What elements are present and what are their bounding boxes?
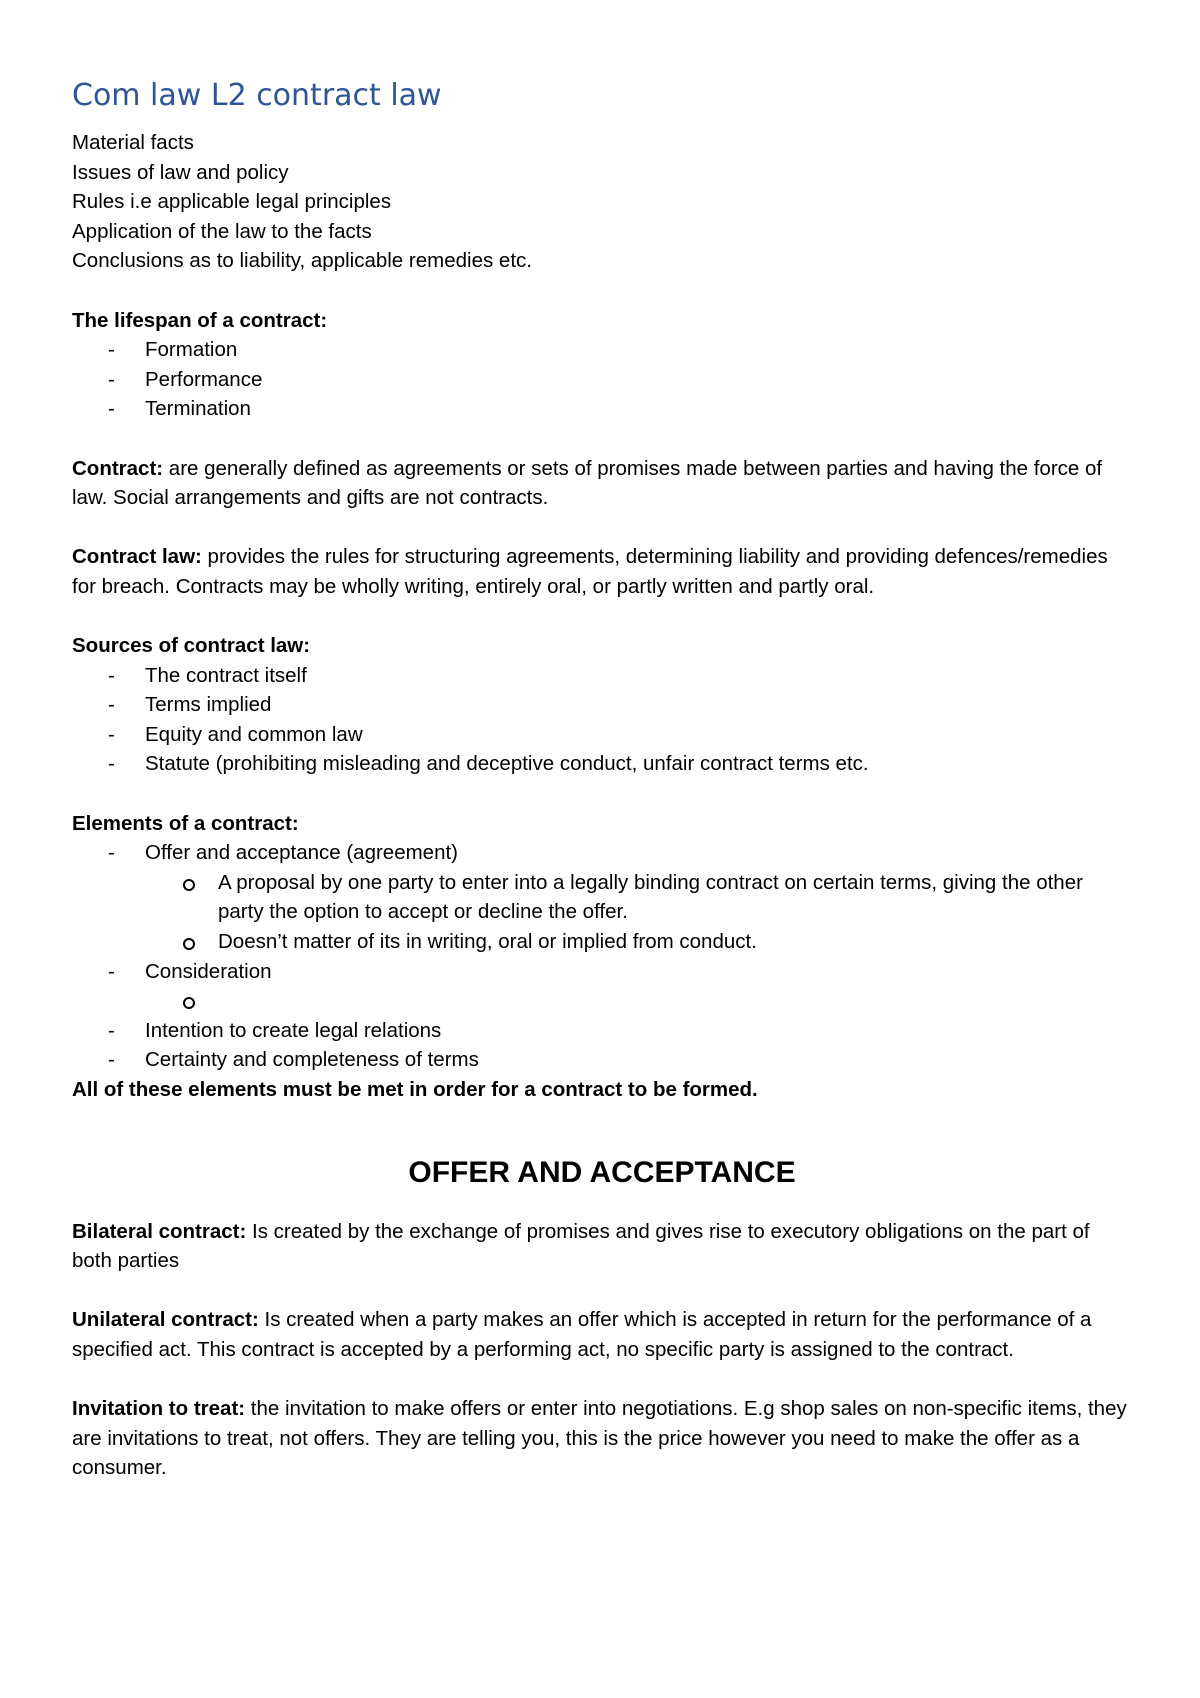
list-item-text: Terms implied (145, 693, 272, 717)
circle-bullet-icon (183, 997, 195, 1009)
sub-list-item (145, 868, 1132, 927)
sub-list-item-empty (145, 986, 1132, 1016)
dash-bullet: - (108, 367, 115, 391)
list-item-text: Consideration (145, 959, 272, 983)
lifespan-list (72, 335, 1132, 424)
intro-line: Material facts (72, 131, 194, 154)
circle-bullet-icon (183, 879, 195, 891)
list-item-text: Formation (145, 338, 238, 362)
elements-list (72, 838, 1132, 1075)
list-item (72, 957, 1132, 987)
dash-bullet: - (108, 841, 115, 865)
invitation-definition (72, 1394, 1132, 1483)
spacer (72, 1276, 1132, 1306)
definition-term: Invitation to treat: (72, 1397, 246, 1421)
dash-bullet: - (108, 722, 115, 746)
sub-list (145, 868, 1132, 957)
sources-list (72, 661, 1132, 779)
dash-bullet: - (108, 397, 115, 421)
definition-term: Contract: (72, 456, 164, 480)
contract-definition (72, 454, 1132, 513)
spacer (72, 276, 1132, 306)
lifespan-heading: The lifespan of a contract: (72, 308, 328, 332)
dash-bullet: - (108, 338, 115, 362)
dash-bullet: - (108, 693, 115, 717)
intro-line: Application of the law to the facts (72, 219, 372, 243)
list-item (72, 1016, 1132, 1046)
definition-text: Is created by the exchange of promises and gives rise to executory obligations on the part of both parties (72, 1219, 1090, 1273)
spacer (72, 602, 1132, 632)
list-item (72, 394, 1132, 424)
circle-bullet-icon (183, 938, 195, 950)
intro-line: Rules i.e applicable legal principles (72, 190, 392, 214)
dash-bullet: - (108, 663, 115, 687)
contract-law-definition (72, 542, 1132, 601)
list-item-text: Equity and common law (145, 722, 363, 746)
dash-bullet: - (108, 752, 115, 776)
list-item (72, 838, 1132, 868)
spacer (72, 779, 1132, 809)
definition-term: Bilateral contract: (72, 1219, 247, 1243)
list-item (72, 1045, 1132, 1075)
list-item-text: Termination (145, 397, 251, 421)
list-item (72, 365, 1132, 395)
section-heading: OFFER AND ACCEPTANCE (408, 1155, 796, 1189)
sub-item-text: Doesn’t matter of its in writing, oral or implied from conduct. (218, 930, 757, 954)
spacer (72, 513, 1132, 543)
dash-bullet: - (108, 1018, 115, 1042)
list-item (72, 661, 1132, 691)
elements-heading: Elements of a contract: (72, 811, 299, 835)
definition-text: provides the rules for structuring agreements, determining liability and providing defences/remedies for breach. Contracts may be wholly writing, entirely oral, or partly written and partly oral. (72, 545, 1108, 598)
intro-list (72, 128, 1132, 276)
spacer (72, 1365, 1132, 1395)
list-item-text: Certainty and completeness of terms (145, 1048, 479, 1072)
page-title: Com law L2 contract law (72, 78, 442, 113)
dash-bullet: - (108, 959, 115, 983)
sources-heading: Sources of contract law: (72, 634, 311, 658)
list-item (72, 690, 1132, 720)
dash-bullet: - (108, 1048, 115, 1072)
list-item (72, 749, 1132, 779)
sub-list-item (145, 927, 1132, 957)
definition-term: Contract law: (72, 545, 202, 569)
definition-text: Is created when a party makes an offer which is accepted in return for the performance of a specified act. This contract is accepted by a performing act, no specific party is assigned to the contract. (72, 1308, 1092, 1361)
intro-line: Conclusions as to liability, applicable remedies etc. (72, 249, 532, 273)
intro-line: Issues of law and policy (72, 160, 289, 184)
document-page (72, 72, 1132, 1483)
list-item (72, 720, 1132, 750)
list-item-text: Offer and acceptance (agreement) (145, 841, 458, 865)
definition-term: Unilateral contract: (72, 1308, 259, 1332)
sub-list-wrapper (72, 986, 1132, 1016)
list-item-text: Intention to create legal relations (145, 1018, 442, 1042)
list-item (72, 335, 1132, 365)
unilateral-definition (72, 1305, 1132, 1364)
sub-list-wrapper (72, 868, 1132, 957)
bilateral-definition (72, 1217, 1132, 1276)
sub-list (145, 986, 1132, 1016)
definition-text: are generally defined as agreements or sets of promises made between parties and having the force of law. Social arrangements and gifts are not contracts. (72, 456, 1103, 510)
elements-conclusion: All of these elements must be met in order for a contract to be formed. (72, 1078, 758, 1101)
list-item-text: Performance (145, 367, 263, 391)
list-item-text: Statute (prohibiting misleading and deceptive conduct, unfair contract terms etc. (145, 752, 869, 776)
list-item-text: The contract itself (145, 663, 307, 687)
spacer (72, 424, 1132, 454)
definition-text: the invitation to make offers or enter into negotiations. E.g shop sales on non-specific items, they are invitations to treat, not offers. They are telling you, this is the price however you need to make the offer as a consumer. (72, 1397, 1127, 1480)
sub-item-text: A proposal by one party to enter into a legally binding contract on certain terms, giving the other party the option to accept or decline the offer. (218, 870, 1083, 924)
